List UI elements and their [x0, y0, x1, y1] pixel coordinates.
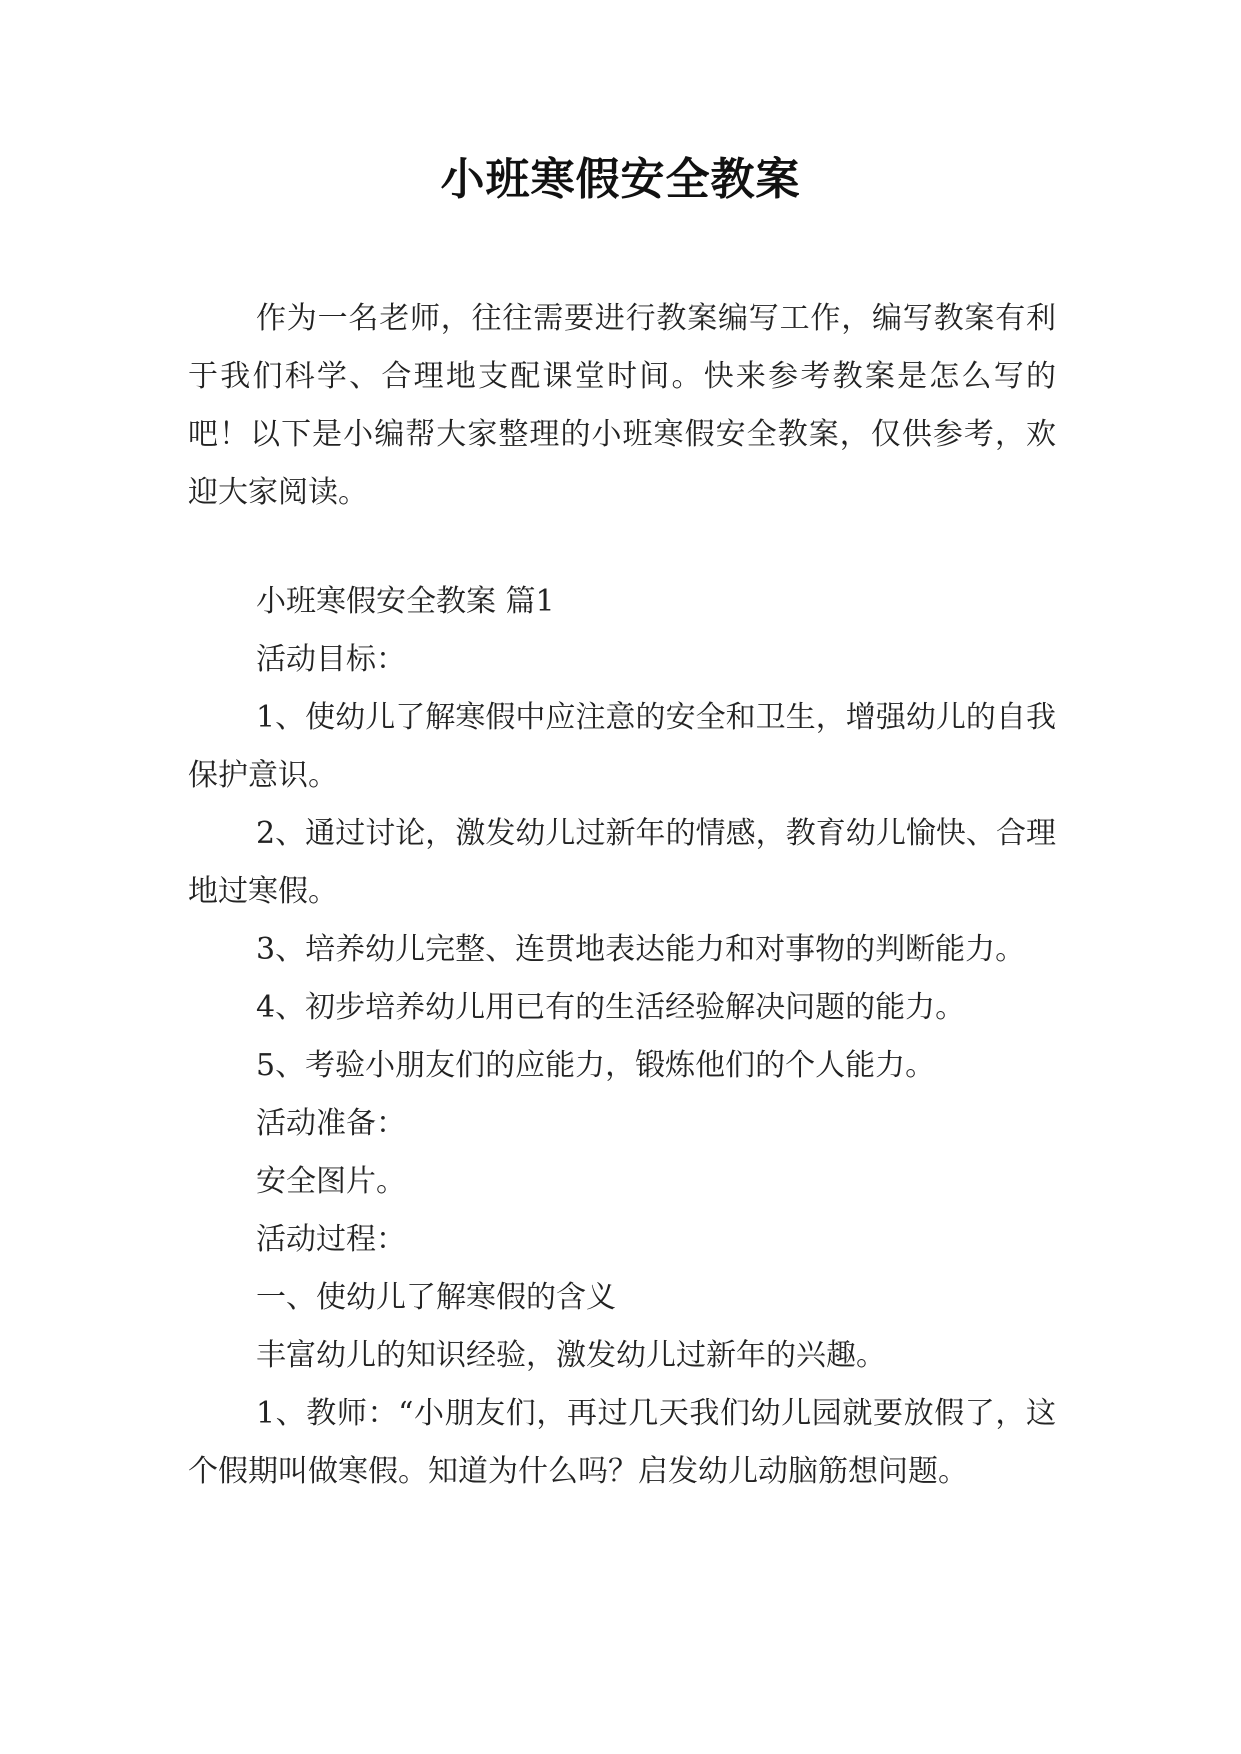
intro-section	[188, 290, 1056, 522]
intro-paragraph: 作为一名老师，往往需要进行教案编写工作，编写教案有利于我们科学、合理地支配课堂时间。快来参考教案是怎么写的吧！以下是小编帮大家整理的小班寒假安全教案，仅供参考，欢迎大家阅读。	[188, 301, 1056, 510]
goal-item: 1、使幼儿了解寒假中应注意的安全和卫生，增强幼儿的自我保护意识。	[188, 700, 1056, 793]
goal-item: 3、培养幼儿完整、连贯地表达能力和对事物的判断能力。	[256, 932, 1026, 967]
prep-item: 安全图片。	[256, 1164, 406, 1199]
process-text: 丰富幼儿的知识经验，激发幼儿过新年的兴趣。	[256, 1338, 886, 1373]
lesson-content	[188, 573, 1056, 1501]
goal-item: 2、通过讨论，激发幼儿过新年的情感，教育幼儿愉快、合理地过寒假。	[188, 816, 1056, 909]
document-title: 小班寒假安全教案	[440, 154, 801, 205]
activity-prep-label: 活动准备：	[256, 1106, 406, 1141]
goal-item: 4、初步培养幼儿用已有的生活经验解决问题的能力。	[256, 990, 966, 1025]
section-heading: 小班寒假安全教案 篇1	[256, 584, 555, 619]
process-step-heading: 一、使幼儿了解寒假的含义	[256, 1280, 616, 1315]
process-text: 1、教师：“小朋友们，再过几天我们幼儿园就要放假了，这个假期叫做寒假。知道为什么吗？启发幼儿动脑筋想问题。	[188, 1396, 1056, 1489]
activity-process-label: 活动过程：	[256, 1222, 406, 1257]
activity-goals-label: 活动目标：	[256, 642, 406, 677]
goal-item: 5、考验小朋友们的应能力，锻炼他们的个人能力。	[256, 1048, 936, 1083]
